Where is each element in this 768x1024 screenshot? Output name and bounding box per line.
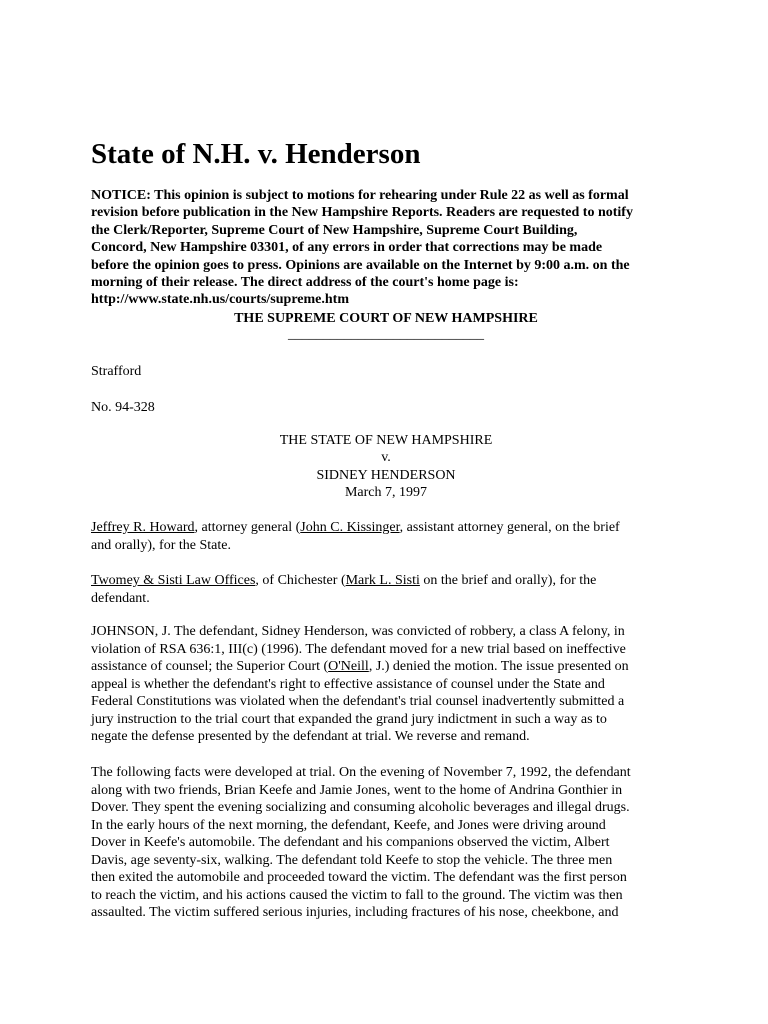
opinion-line: jury instruction to the trial court that expanded the grand jury indictment in such a way as to bbox=[91, 711, 607, 727]
court-name: THE SUPREME COURT OF NEW HAMPSHIRE bbox=[234, 311, 538, 326]
counsel-text: , assistant attorney general, on the brief bbox=[399, 520, 620, 535]
counsel-state bbox=[91, 519, 681, 554]
opinion-paragraph bbox=[91, 623, 681, 746]
divider-rule: ____________________________ bbox=[288, 327, 484, 342]
notice-line: morning of their release. The direct address of the court's home page is: bbox=[91, 275, 519, 291]
attorney-name-link[interactable]: Jeffrey R. Howard bbox=[91, 520, 195, 535]
counsel-text: on the brief and orally), for the bbox=[419, 573, 597, 588]
docket-number: No. 94-328 bbox=[91, 400, 155, 415]
facts-paragraph bbox=[91, 764, 681, 922]
facts-line: assaulted. The victim suffered serious injuries, including fractures of his nose, cheekbone, and bbox=[91, 905, 619, 920]
opinion-line: JOHNSON, J. The defendant, Sidney Henderson, was convicted of robbery, a class A felony, in bbox=[91, 624, 625, 639]
page-title: State of N.H. v. Henderson bbox=[91, 138, 421, 170]
decision-date: March 7, 1997 bbox=[344, 485, 428, 500]
opinion-line: negate the defense presented by the defendant at trial. We reverse and remand. bbox=[91, 729, 530, 744]
caption-versus: v. bbox=[381, 450, 391, 465]
court-url: http://www.state.nh.us/courts/supreme.htm bbox=[91, 292, 349, 308]
law-office-link[interactable]: Twomey & Sisti Law Offices bbox=[91, 573, 256, 588]
notice-line: Concord, New Hampshire 03301, of any errors in order that corrections may be made bbox=[91, 240, 603, 256]
opinion-line: appeal is whether the defendant's right to effective assistance of counsel under the State and bbox=[91, 676, 605, 692]
facts-line: then exited the automobile and proceeded toward the victim. The defendant was the first person bbox=[91, 870, 627, 885]
notice-line: the Clerk/Reporter, Supreme Court of New Hampshire, Supreme Court Building, bbox=[91, 222, 578, 238]
facts-line: Davis, age seventy-six, walking. The defendant told Keefe to stop the vehicle. The three men bbox=[91, 852, 613, 868]
facts-line: Dover in Keefe's automobile. The defendant and his companions observed the victim, Albert bbox=[91, 835, 610, 850]
county: Strafford bbox=[91, 364, 142, 379]
notice-line: revision before publication in the New Hampshire Reports. Readers are requested to notify bbox=[91, 205, 633, 221]
opinion-text: assistance of counsel; the Superior Court ( bbox=[91, 659, 329, 674]
counsel-text: , of Chichester ( bbox=[255, 573, 346, 588]
notice-line: NOTICE: This opinion is subject to motions for rehearing under Rule 22 as well as formal bbox=[91, 188, 629, 203]
judge-name-link[interactable]: O'Neill bbox=[328, 659, 369, 674]
caption-defendant: SIDNEY HENDERSON bbox=[316, 468, 456, 483]
opinion-line bbox=[91, 658, 681, 676]
opinion-text: , J.) denied the motion. The issue presented on bbox=[368, 659, 629, 674]
facts-line: to reach the victim, and his actions caused the victim to fall to the ground. The victim was then bbox=[91, 887, 623, 903]
caption-plaintiff: THE STATE OF NEW HAMPSHIRE bbox=[279, 433, 493, 448]
facts-line: Dover. They spent the evening socializing and consuming alcoholic beverages and illegal drugs. bbox=[91, 800, 630, 815]
attorney-name-link[interactable]: Mark L. Sisti bbox=[345, 573, 420, 588]
counsel-line bbox=[91, 572, 681, 590]
facts-line: In the early hours of the next morning, the defendant, Keefe, and Jones were driving around bbox=[91, 817, 606, 833]
counsel-defendant bbox=[91, 572, 681, 607]
counsel-line: defendant. bbox=[91, 590, 150, 606]
facts-line: along with two friends, Brian Keefe and Jamie Jones, went to the home of Andrina Gonthier in bbox=[91, 782, 623, 798]
opinion-line: Federal Constitutions was violated when the defendant's trial counsel inadvertently submitted a bbox=[91, 694, 625, 709]
attorney-name-link[interactable]: John C. Kissinger bbox=[300, 520, 400, 535]
notice-paragraph bbox=[91, 187, 681, 309]
counsel-line bbox=[91, 519, 681, 537]
facts-line: The following facts were developed at trial. On the evening of November 7, 1992, the defendant bbox=[91, 765, 631, 780]
notice-line: before the opinion goes to press. Opinions are available on the Internet by 9:00 a.m. on the bbox=[91, 257, 630, 273]
opinion-line: violation of RSA 636:1, III(c) (1996). The defendant moved for a new trial based on ineffective bbox=[91, 641, 626, 657]
counsel-text: , attorney general ( bbox=[194, 520, 301, 535]
counsel-line: and orally), for the State. bbox=[91, 537, 231, 553]
